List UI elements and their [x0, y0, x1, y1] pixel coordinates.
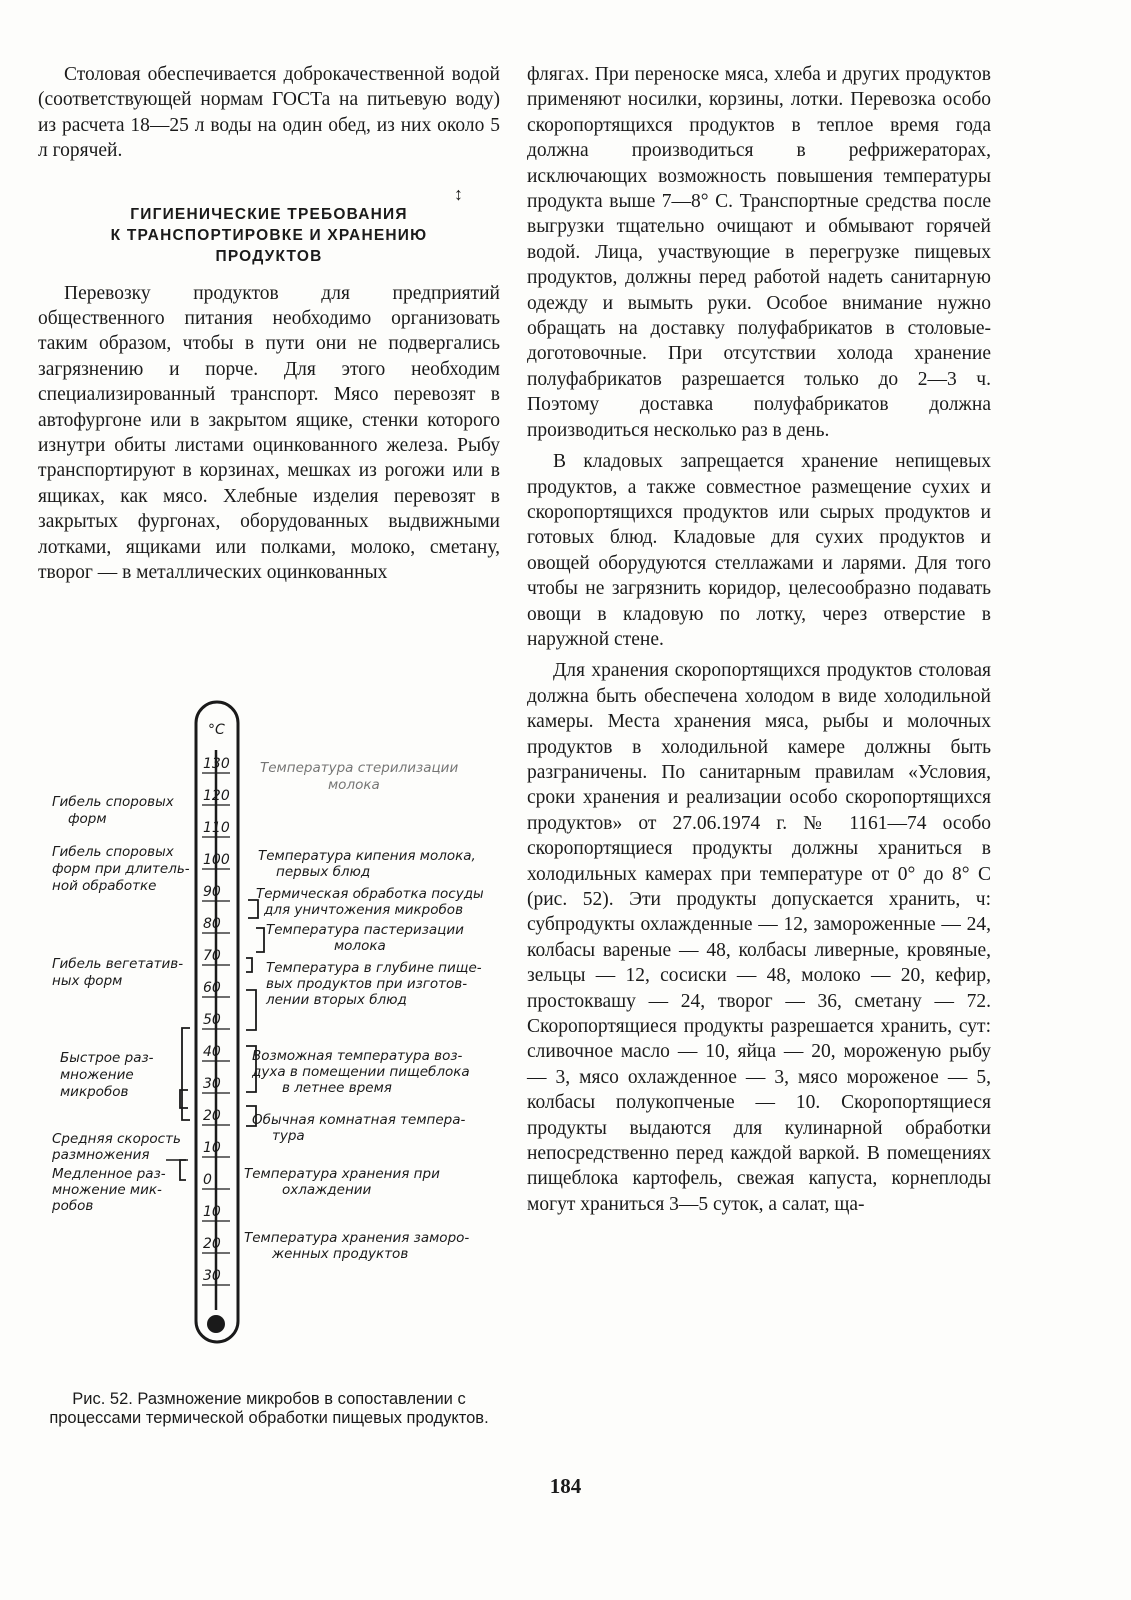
section-heading: ГИГИЕНИЧЕСКИЕ ТРЕБОВАНИЯ К ТРАНСПОРТИРОВКЕ И ХРАНЕНИЮ ПРОДУКТОВ: [110, 205, 428, 265]
label-food-depth: Температура в глубине пище-вых продуктов при изготов-лении вторых блюд: [266, 960, 482, 1008]
thermometer-diagram: [38, 690, 500, 1380]
scale-tick-label: 110: [203, 820, 230, 836]
thermometer-bulb: [207, 1315, 225, 1333]
scale-tick-label: 0: [203, 1172, 212, 1188]
range-bracket: [182, 1028, 190, 1120]
label-dish-treatment: Термическая обработка посуды для уничтожения микробов: [256, 886, 484, 918]
scale-tick-label: 20: [203, 1236, 221, 1252]
scale-tick-label: 70: [203, 948, 221, 964]
paragraph: В кладовых запрещается хранение непищевых продуктов, а также совместное размещение сухих и скоропортящихся продуктов или сырых продуктов и готовых блюд. Кладовые для сухих продуктов и овощей оборудуются стеллажами и ларями. Для того чтобы не загрязнить коридор, целесообразно подавать овощи в кладовую по лотку, через отверстие в наружной стене.: [527, 451, 991, 650]
thermometer-figure: [38, 690, 500, 1380]
label-slow-growth: Медленное раз-множение мик-робов: [52, 1166, 166, 1214]
right-column: [527, 62, 991, 1217]
margin-mark: ↕: [454, 184, 463, 204]
label-chilled-storage: Температура хранения при охлаждении: [244, 1166, 440, 1198]
label-medium-speed: Средняя скорость размножения: [52, 1131, 181, 1163]
scale-tick-label: 10: [203, 1204, 221, 1220]
page-number: 184: [549, 1474, 582, 1498]
label-pasteurization: Температура пастеризации молока: [266, 922, 464, 954]
left-column: [38, 62, 500, 586]
scale-tick-label: 50: [203, 1012, 221, 1028]
scale-tick-label: 10: [203, 1140, 221, 1156]
paragraph: флягах. При переноске мяса, хлеба и других продуктов применяют носилки, корзины, лотки. Перевозка особо скоропортящихся продуктов в теплое время года должна производиться в рефрижераторах, исключающих возможность повышения температуры продукта выше 7—8° С. Транспортные средства после выгрузки тщательно очищают и обмывают горячей водой. Лица, участвующие в перегрузке пищевых продуктов, должны перед работой надеть санитарную одежду и вымыть руки. Особое внимание нужно обращать на доставку полуфабрикатов в столовые-доготовочные. При отсутствии холода хранение полуфабрикатов разрешается только до 2—3 ч. Поэтому доставка полуфабрикатов должна производиться несколько раз в день.: [527, 64, 991, 441]
label-room-temp: Обычная комнатная темпера-тура: [252, 1112, 466, 1144]
scale-tick-label: 80: [203, 916, 221, 932]
label-vegetative-death: Гибель вегетатив-ных форм: [52, 956, 184, 989]
range-bracket: [256, 928, 264, 952]
label-fast-growth: Быстрое раз-множение микробов: [60, 1050, 154, 1100]
scale-tick-label: 20: [203, 1108, 221, 1124]
range-bracket: [246, 958, 252, 972]
figure-caption: Рис. 52. Размножение микробов в сопоставлении с процессами термической обработки пищевых продуктов.: [49, 1390, 489, 1427]
paragraph: Столовая обеспечивается доброкачественной водой (соответствующей нормам ГОСТа на питьевую воду) из расчета 18—25 л воды на один обед, из них около 5 л горячей.: [38, 64, 500, 162]
label-summer-air: Возможная температура воз-духа в помещении пищеблока в летнее время: [252, 1048, 470, 1096]
scale-tick-label: 120: [203, 788, 230, 804]
scale-ticks: [202, 756, 230, 1285]
label-sterilization: Температура стерилизации молока: [260, 760, 459, 793]
unit-label: °C: [208, 722, 225, 738]
label-spore-death: Гибель споровых форм: [52, 794, 174, 827]
label-boiling: Температура кипения молока, первых блюд: [258, 848, 476, 880]
label-spore-death-long: Гибель споровых форм при длитель-ной обработке: [52, 844, 190, 894]
scale-tick-label: 90: [203, 884, 221, 900]
paragraph: Перевозку продуктов для предприятий общественного питания необходимо организовать таким образом, чтобы в пути они не подвергались загрязнению и порче. Для этого необходим специализированный транспорт. Мясо перевозят в автофургоне или в закрытом ящике, стенки которого изнутри обиты листами оцинкованного железа. Рыбу транспортируют в корзинах, мешках из рогожи или в ящиках, как мясо. Хлебные изделия перевозят в закрытых фургонах, оборудованных выдвижными лотками, ящиками или полками, молоко, сметану, творог — в металлических оцинкованных: [38, 282, 500, 584]
brackets: [180, 900, 264, 1180]
label-frozen-storage: Температура хранения заморо-женных продуктов: [244, 1230, 470, 1262]
scale-tick-label: 30: [203, 1268, 221, 1284]
scale-tick-label: 30: [203, 1076, 221, 1092]
scale-tick-label: 100: [203, 852, 230, 868]
paragraph: Для хранения скоропортящихся продуктов столовая должна быть обеспечена холодом в виде холодильной камеры. Места хранения мяса, рыбы и молочных продуктов в холодильной камере должны быть разграничены. По санитарным правилам «Условия, сроки хранения и реализации особо скоропортящихся продуктов» от 27.06.1974 г. № 1161—74 особо скоропортящиеся продукты должны храниться в холодильных камерах при температуре от 0° до 8° С (рис. 52). Эти продукты допускается хранить, ч: субпродукты охлажденные — 12, замороженные — 24, колбасы вареные — 48, колбасы ливерные, кровяные, зельцы — 12, сосиски — 48, молоко — 20, кефир, простоквашу — 24, творог — 36, сметану — 72. Скоропортящиеся продукты разрешается хранить, сут: сливочное масло — 10, яйца — 20, мороженую рыбу — 3, мясо охлажденное — 3, мясо мороженое — 5, колбасы полукопченые — 10. Скоропортящиеся продукты выдаются для кулинарной обработки непосредственно перед каждой варкой. В помещениях пищеблока картофель, свежая капуста, корнеплоды могут храниться 3—5 суток, а салат, ща-: [527, 660, 991, 1215]
scale-tick-label: 60: [203, 980, 221, 996]
scale-tick-label: 40: [203, 1044, 221, 1060]
range-bracket: [248, 900, 258, 918]
range-bracket: [246, 990, 256, 1030]
scale-tick-label: 130: [203, 756, 230, 772]
range-bracket: [180, 1160, 186, 1180]
